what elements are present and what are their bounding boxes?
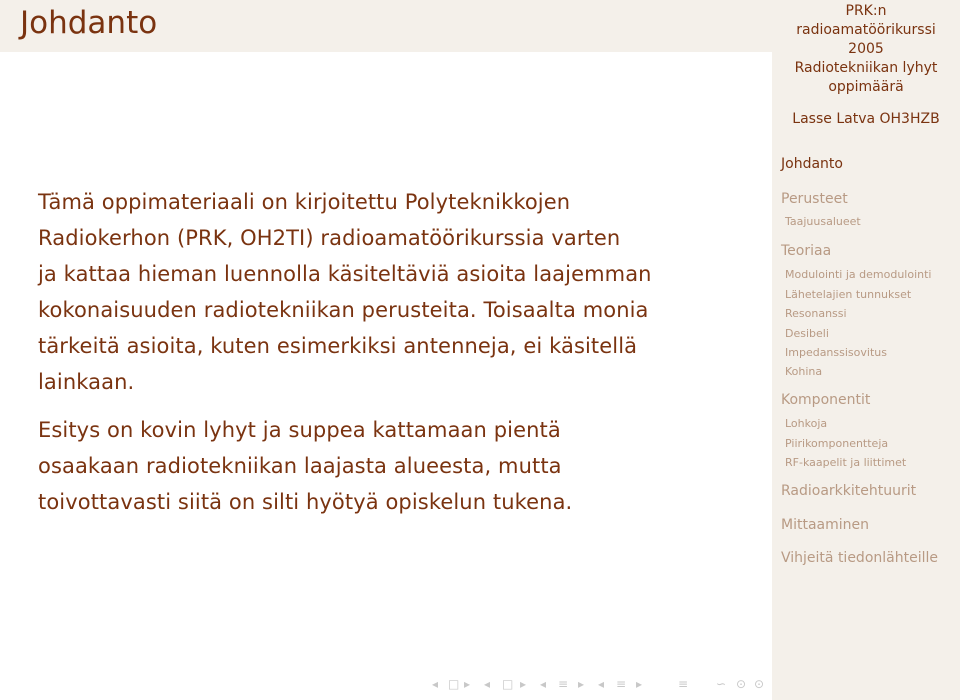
nav-toc-icon[interactable]: ≡ xyxy=(678,677,689,691)
course-title-line: PRK:n xyxy=(845,3,887,19)
frame-title: Johdanto xyxy=(20,5,158,41)
toc-subsection-impedanssisovitus[interactable]: Impedanssisovitus xyxy=(785,346,887,359)
body-paragraph xyxy=(38,412,748,520)
toc-subsection-desibeli[interactable]: Desibeli xyxy=(785,327,829,340)
body-paragraph xyxy=(38,184,748,400)
toc-section-komponentit[interactable]: Komponentit xyxy=(781,392,871,408)
frame-title-bar xyxy=(0,0,772,52)
toc-subsection-kohina[interactable]: Kohina xyxy=(785,365,823,378)
nav-subsection-icon[interactable]: □ xyxy=(502,677,514,691)
body-line: tärkeitä asioita, kuten esimerkiksi antenneja, ei käsitellä xyxy=(38,334,638,358)
body-line: toivottavasti siitä on silti hyötyä opiskelun tukena. xyxy=(38,490,573,514)
course-title-line: radioamatöörikurssi xyxy=(796,22,936,38)
toc-section-mittaaminen[interactable]: Mittaaminen xyxy=(781,517,869,533)
toc-subsection-lahetelajien-tunnukset[interactable]: Lähetelajien tunnukset xyxy=(785,288,912,301)
course-title-line: 2005 xyxy=(848,41,884,57)
nav-next-icon[interactable]: ▸ xyxy=(636,677,643,691)
toc-section-perusteet[interactable]: Perusteet xyxy=(781,191,848,207)
body-line: Tämä oppimateriaali on kirjoitettu Polyteknikkojen xyxy=(38,190,571,214)
toc-subsection-lohkoja[interactable]: Lohkoja xyxy=(785,417,828,430)
nav-prev-icon[interactable]: ◂ xyxy=(598,677,605,691)
nav-zoom-icon[interactable]: ⊙ xyxy=(736,677,747,691)
body-line: ja kattaa hieman luennolla käsiteltäviä asioita laajemman xyxy=(38,262,652,286)
toc-section-vihjeita-tiedonlahteille[interactable]: Vihjeitä tiedonlähteille xyxy=(781,550,938,566)
body-line: lainkaan. xyxy=(38,370,135,394)
toc-subsection-taajuusalueet[interactable]: Taajuusalueet xyxy=(785,215,861,228)
toc-subsection-piirikomponentteja[interactable]: Piirikomponentteja xyxy=(785,437,889,450)
course-title-line: oppimäärä xyxy=(828,79,904,95)
table-of-contents xyxy=(772,0,960,700)
sidebar-author: Lasse Latva OH3HZB xyxy=(792,111,940,127)
toc-subsection-rf-kaapelit[interactable]: RF-kaapelit ja liittimet xyxy=(785,456,907,469)
beamer-navigation-bar xyxy=(432,677,772,691)
toc-section-teoriaa[interactable]: Teoriaa xyxy=(781,243,832,259)
nav-search-icon[interactable]: ∽ xyxy=(716,677,727,691)
frame-body xyxy=(38,184,748,532)
nav-prev-icon[interactable]: ◂ xyxy=(540,677,547,691)
course-title-line: Radiotekniikan lyhyt xyxy=(794,60,938,76)
body-line: osaakaan radiotekniikan laajasta alueesta, mutta xyxy=(38,454,562,478)
nav-section-icon[interactable]: ≡ xyxy=(616,677,627,691)
toc-section-johdanto[interactable]: Johdanto xyxy=(781,156,843,172)
body-line: Esitys on kovin lyhyt ja suppea kattamaan pientä xyxy=(38,418,561,442)
nav-prev-icon[interactable]: ◂ xyxy=(432,677,439,691)
sidebar xyxy=(772,0,960,700)
nav-prev-icon[interactable]: ◂ xyxy=(484,677,491,691)
body-line: kokonaisuuden radiotekniikan perusteita. Toisaalta monia xyxy=(38,298,649,322)
body-line: Radiokerhon (PRK, OH2TI) radioamatöörikurssia varten xyxy=(38,226,621,250)
nav-next-icon[interactable]: ▸ xyxy=(520,677,527,691)
toc-subsection-modulointi[interactable]: Modulointi ja demodulointi xyxy=(785,268,932,281)
nav-zoom-icon[interactable]: ⊙ xyxy=(754,677,765,691)
nav-next-icon[interactable]: ▸ xyxy=(464,677,471,691)
nav-section-icon[interactable]: ≡ xyxy=(558,677,569,691)
nav-frame-icon[interactable]: □ xyxy=(448,677,460,691)
toc-subsection-resonanssi[interactable]: Resonanssi xyxy=(785,307,847,320)
nav-next-icon[interactable]: ▸ xyxy=(578,677,585,691)
toc-section-radioarkkitehtuurit[interactable]: Radioarkkitehtuurit xyxy=(781,483,917,499)
